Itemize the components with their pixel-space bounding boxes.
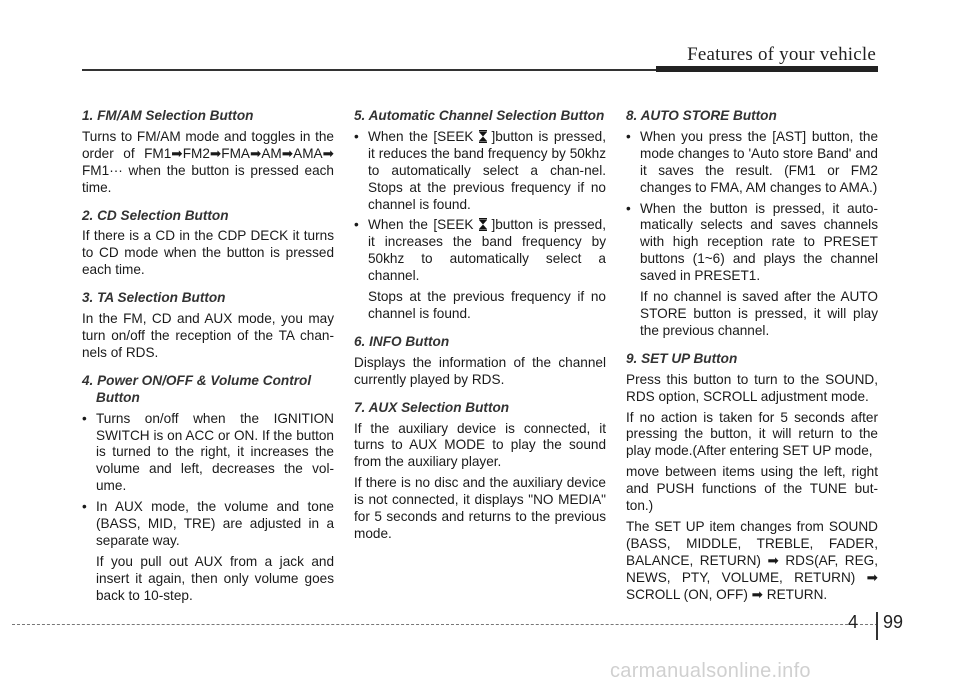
bullet-text: ]button is pressed, it reduces the band frequency by 50khz to automatically select a chan-nel. Stops at the previous frequency if no channel is found. [368, 128, 606, 212]
bullet-icon: • [354, 217, 359, 233]
bullet-note: Stops at the previous frequency if no channel is found. [368, 289, 606, 321]
bullet-item [626, 201, 878, 286]
bullet-text: In AUX mode, the volume and tone (BASS, MID, TRE) are adjusted in a separate way. [96, 499, 334, 548]
seek-down-icon [479, 130, 487, 143]
bullet-note: If no channel is saved after the AUTO STORE button is pressed, it will play the previous channel. [640, 289, 878, 338]
bullet-note: If you pull out AUX from a jack and insert it again, then only volume goes back to 10-step. [96, 553, 334, 603]
section-body: If the auxiliary device is connected, it turns to AUX MODE to play the sound from the auxiliary player. [354, 420, 606, 470]
section-title: 1. FM/AM Selection Button [82, 108, 254, 123]
watermark: carmanualsonline.info [610, 660, 811, 682]
bullet-icon: • [82, 499, 87, 515]
section-title: 9. SET UP Button [626, 350, 738, 366]
bullet-item [82, 499, 334, 550]
footer-divider [876, 612, 878, 640]
section-body: Displays the information of the channel currently played by RDS. [354, 354, 606, 387]
page-header-title: Features of your vehicle [687, 44, 876, 65]
bullet-item [354, 129, 606, 214]
seek-up-icon [479, 218, 487, 231]
section-body: Turns to FM/AM mode and toggles in the order of FM1➡FM2➡FMA➡AM➡AMA➡ FM1··· when the button is pressed each time. [82, 128, 334, 195]
section-body: If there is a CD in the CDP DECK it turns to CD mode when the button is pressed each time. [82, 228, 334, 278]
bullet-item [354, 217, 606, 285]
bullet-icon: • [354, 128, 359, 144]
bullet-text: Turns on/off when the IGNITION SWITCH is on ACC or ON. If the button is turned to the right, it increases the volume and left, decreases the vol-ume. [96, 410, 334, 494]
bullet-item [626, 129, 878, 197]
section-body: If there is no disc and the auxiliary device is not connected, it displays "NO MEDIA" for 5 seconds and returns to the previous mode. [354, 475, 606, 541]
bullet-text: When you press the [AST] button, the mode changes to 'Auto store Band' and it saves the result. (FM1 or FM2 changes to FMA, AM changes to AMA.) [640, 128, 878, 195]
bullet-text: When the [SEEK [368, 217, 474, 233]
section-title: 8. AUTO STORE Button [626, 108, 777, 123]
bullet-icon: • [82, 410, 87, 426]
column-3 [626, 108, 878, 607]
section-title: 6. INFO Button [354, 333, 450, 349]
section-title: 4. Power ON/OFF & Volume Control Button [82, 372, 312, 405]
section-body: move between items using the left, right and PUSH functions of the TUNE but-ton.) [626, 464, 878, 514]
section-title: 3. TA Selection Button [82, 290, 226, 306]
section-title: 7. AUX Selection Button [354, 399, 510, 415]
bullet-item [82, 411, 334, 496]
bullet-icon: • [626, 128, 631, 144]
bullet-icon: • [626, 200, 631, 216]
column-1 [82, 108, 334, 609]
bullet-text: When the button is pressed, it auto-matically selects and saves channels with high reception rate to PRESET buttons (1~6) and plays the channel saved in PRESET1. [640, 200, 878, 284]
page-number: 99 [883, 612, 904, 632]
header-bar [656, 66, 878, 72]
section-title: 5. Automatic Channel Selection Button [354, 108, 605, 123]
footer-rule [12, 624, 878, 625]
bullet-text: ]button is pressed, it increases the band frequency by 50khz to automatically select a channel. [368, 217, 606, 284]
section-body: Press this button to turn to the SOUND, RDS option, SCROLL adjustment mode. [626, 371, 878, 404]
section-body: In the FM, CD and AUX mode, you may turn on/off the reception of the TA chan-nels of RDS. [82, 311, 334, 360]
bullet-text: When the [SEEK [368, 128, 474, 144]
section-body: The SET UP item changes from SOUND (BASS, MIDDLE, TREBLE, FADER, BALANCE, RETURN) ➡ RDS(AF, REG, NEWS, PTY, VOLUME, RETURN) ➡ SCROLL (ON, OFF) ➡ RETURN. [626, 518, 878, 602]
section-title: 2. CD Selection Button [82, 207, 229, 223]
section-body: If no action is taken for 5 seconds after pressing the button, it will return to the play mode.(After entering SET UP mode, [626, 409, 878, 459]
column-2 [354, 108, 606, 547]
section-number: 4 [848, 612, 859, 632]
